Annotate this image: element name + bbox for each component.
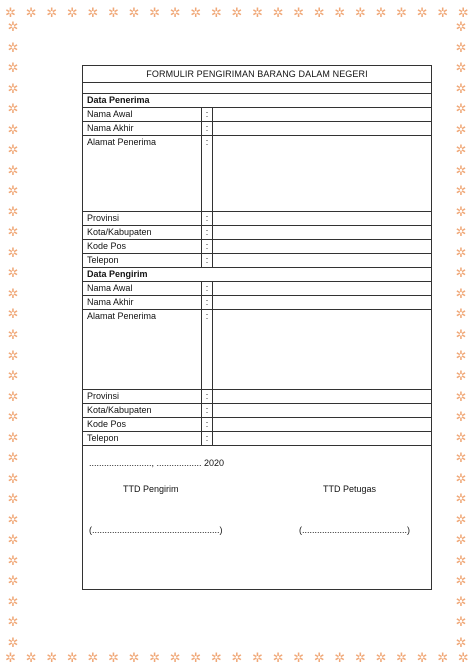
field-label: Kota/Kabupaten (83, 404, 202, 417)
flower-ornament-icon: ✲ (46, 649, 58, 665)
field-colon: : (202, 390, 213, 403)
field-label: Telepon (83, 432, 202, 445)
flower-ornament-icon: ✲ (293, 4, 305, 20)
flower-ornament-icon: ✲ (354, 4, 366, 20)
flower-ornament-icon: ✲ (128, 4, 140, 20)
form-title: FORMULIR PENGIRIMAN BARANG DALAM NEGERI (83, 66, 431, 83)
flower-ornament-icon: ✲ (455, 614, 467, 630)
flower-ornament-icon: ✲ (455, 121, 467, 137)
flower-ornament-icon: ✲ (7, 634, 19, 650)
flower-ornament-icon: ✲ (455, 368, 467, 384)
field-colon: : (202, 212, 213, 225)
field-colon: : (202, 136, 213, 211)
flower-ornament-icon: ✲ (457, 649, 469, 665)
date-line: ........................., .................. 2020 (89, 458, 225, 468)
flower-ornament-icon: ✲ (7, 224, 19, 240)
flower-ornament-icon: ✲ (455, 388, 467, 404)
flower-ornament-icon: ✲ (437, 4, 449, 20)
sender-signature-label: TTD Pengirim (123, 484, 179, 494)
field-colon: : (202, 108, 213, 121)
flower-ornament-icon: ✲ (7, 491, 19, 507)
flower-ornament-icon: ✲ (7, 470, 19, 486)
flower-ornament-icon: ✲ (455, 203, 467, 219)
field-colon: : (202, 254, 213, 267)
flower-ornament-icon: ✲ (455, 183, 467, 199)
flower-ornament-icon: ✲ (396, 649, 407, 665)
flower-ornament-icon: ✲ (7, 80, 19, 96)
flower-ornament-icon: ✲ (7, 409, 19, 425)
field-colon: : (202, 226, 213, 239)
sender-name-line: (...................................................) (89, 525, 223, 535)
sender-last-name-field[interactable] (213, 296, 431, 309)
field-label: Alamat Penerima (83, 310, 202, 389)
flower-ornament-icon: ✲ (7, 265, 19, 281)
flower-ornament-icon: ✲ (416, 4, 428, 20)
flower-ornament-icon: ✲ (210, 649, 222, 665)
flower-ornament-icon: ✲ (437, 649, 449, 665)
officer-signature-label: TTD Petugas (323, 484, 377, 494)
flower-ornament-icon: ✲ (7, 306, 19, 322)
flower-ornament-icon: ✲ (7, 450, 19, 466)
receiver-phone-row (83, 254, 431, 268)
field-colon: : (202, 432, 213, 445)
flower-ornament-icon: ✲ (455, 429, 467, 445)
flower-ornament-icon: ✲ (396, 4, 407, 20)
receiver-address-field[interactable] (213, 136, 431, 211)
flower-ornament-icon: ✲ (455, 326, 467, 342)
flower-ornament-icon: ✲ (375, 4, 387, 20)
receiver-last-name-row (83, 122, 431, 136)
field-colon: : (202, 122, 213, 135)
flower-ornament-icon: ✲ (149, 649, 160, 665)
flower-ornament-icon: ✲ (231, 4, 243, 20)
flower-ornament-icon: ✲ (7, 593, 19, 609)
field-label: Nama Awal (83, 282, 202, 295)
field-colon: : (202, 310, 213, 389)
field-colon: : (202, 418, 213, 431)
flower-ornament-icon: ✲ (416, 649, 428, 665)
field-colon: : (202, 282, 213, 295)
sender-first-name-field[interactable] (213, 282, 431, 295)
flower-ornament-icon: ✲ (25, 4, 37, 20)
flower-ornament-icon: ✲ (354, 649, 366, 665)
flower-ornament-icon: ✲ (455, 511, 467, 527)
flower-ornament-icon: ✲ (7, 121, 19, 137)
flower-ornament-icon: ✲ (169, 4, 181, 20)
flower-ornament-icon: ✲ (87, 649, 99, 665)
receiver-city-field[interactable] (213, 226, 431, 239)
flower-ornament-icon: ✲ (455, 224, 467, 240)
flower-ornament-icon: ✲ (455, 162, 467, 178)
flower-ornament-icon: ✲ (455, 101, 467, 117)
flower-ornament-icon: ✲ (169, 649, 181, 665)
flower-ornament-icon: ✲ (7, 183, 19, 199)
decorative-border-right (452, 20, 470, 649)
sender-city-field[interactable] (213, 404, 431, 417)
decorative-border-top (4, 3, 470, 21)
flower-ornament-icon: ✲ (272, 649, 284, 665)
sender-phone-row (83, 432, 431, 446)
decorative-border-left (4, 20, 22, 649)
receiver-province-row (83, 212, 431, 226)
flower-ornament-icon: ✲ (7, 573, 19, 589)
flower-ornament-icon: ✲ (7, 244, 19, 260)
field-label: Provinsi (83, 212, 202, 225)
flower-ornament-icon: ✲ (25, 649, 37, 665)
flower-ornament-icon: ✲ (455, 532, 467, 548)
flower-ornament-icon: ✲ (190, 649, 202, 665)
flower-ornament-icon: ✲ (455, 634, 467, 650)
sender-address-field[interactable] (213, 310, 431, 389)
flower-ornament-icon: ✲ (5, 649, 16, 665)
sender-province-row (83, 390, 431, 404)
receiver-city-row (83, 226, 431, 240)
flower-ornament-icon: ✲ (455, 60, 467, 76)
flower-ornament-icon: ✲ (272, 4, 284, 20)
flower-ornament-icon: ✲ (128, 649, 140, 665)
receiver-province-field[interactable] (213, 212, 431, 225)
flower-ornament-icon: ✲ (455, 573, 467, 589)
flower-ornament-icon: ✲ (46, 4, 58, 20)
flower-ornament-icon: ✲ (7, 388, 19, 404)
flower-ornament-icon: ✲ (7, 552, 19, 568)
field-colon: : (202, 404, 213, 417)
flower-ornament-icon: ✲ (231, 649, 243, 665)
flower-ornament-icon: ✲ (7, 19, 19, 34)
field-label: Nama Akhir (83, 122, 202, 135)
field-label: Kode Pos (83, 418, 202, 431)
field-label: Kota/Kabupaten (83, 226, 202, 239)
signature-area (83, 446, 431, 554)
receiver-first-name-row (83, 108, 431, 122)
flower-ornament-icon: ✲ (334, 649, 346, 665)
flower-ornament-icon: ✲ (66, 649, 78, 665)
flower-ornament-icon: ✲ (7, 532, 19, 548)
flower-ornament-icon: ✲ (457, 4, 469, 20)
flower-ornament-icon: ✲ (7, 101, 19, 117)
sender-postal-code-field[interactable] (213, 418, 431, 431)
flower-ornament-icon: ✲ (251, 649, 263, 665)
flower-ornament-icon: ✲ (455, 347, 467, 363)
receiver-phone-field[interactable] (213, 254, 431, 267)
receiver-postal-code-row (83, 240, 431, 254)
flower-ornament-icon: ✲ (455, 19, 467, 34)
sender-province-field[interactable] (213, 390, 431, 403)
field-label: Alamat Penerima (83, 136, 202, 211)
sender-first-name-row (83, 282, 431, 296)
flower-ornament-icon: ✲ (455, 142, 467, 158)
flower-ornament-icon: ✲ (455, 409, 467, 425)
flower-ornament-icon: ✲ (7, 368, 19, 384)
field-colon: : (202, 240, 213, 253)
flower-ornament-icon: ✲ (210, 4, 222, 20)
receiver-last-name-field[interactable] (213, 122, 431, 135)
flower-ornament-icon: ✲ (455, 244, 467, 260)
sender-city-row (83, 404, 431, 418)
flower-ornament-icon: ✲ (455, 491, 467, 507)
flower-ornament-icon: ✲ (149, 4, 160, 20)
officer-name-line: (..........................................) (299, 525, 411, 535)
flower-ornament-icon: ✲ (7, 60, 19, 76)
flower-ornament-icon: ✲ (7, 162, 19, 178)
shipping-form (82, 65, 432, 590)
flower-ornament-icon: ✲ (334, 4, 346, 20)
flower-ornament-icon: ✲ (455, 265, 467, 281)
flower-ornament-icon: ✲ (455, 450, 467, 466)
sender-postal-code-row (83, 418, 431, 432)
flower-ornament-icon: ✲ (455, 285, 467, 301)
flower-ornament-icon: ✲ (107, 649, 119, 665)
field-label: Kode Pos (83, 240, 202, 253)
receiver-section-heading: Data Penerima (83, 94, 431, 108)
flower-ornament-icon: ✲ (66, 4, 78, 20)
field-label: Provinsi (83, 390, 202, 403)
flower-ornament-icon: ✲ (107, 4, 119, 20)
field-label: Telepon (83, 254, 202, 267)
receiver-postal-code-field[interactable] (213, 240, 431, 253)
flower-ornament-icon: ✲ (7, 39, 19, 55)
flower-ornament-icon: ✲ (313, 649, 325, 665)
flower-ornament-icon: ✲ (7, 142, 19, 158)
sender-section-heading: Data Pengirim (83, 268, 431, 282)
field-label: Nama Awal (83, 108, 202, 121)
field-label: Nama Akhir (83, 296, 202, 309)
sender-address-row (83, 310, 431, 390)
flower-ornament-icon: ✲ (455, 39, 467, 55)
flower-ornament-icon: ✲ (7, 203, 19, 219)
field-colon: : (202, 296, 213, 309)
flower-ornament-icon: ✲ (455, 470, 467, 486)
form-spacer (83, 83, 431, 94)
flower-ornament-icon: ✲ (455, 306, 467, 322)
receiver-address-row (83, 136, 431, 212)
flower-ornament-icon: ✲ (7, 511, 19, 527)
flower-ornament-icon: ✲ (455, 593, 467, 609)
sender-last-name-row (83, 296, 431, 310)
flower-ornament-icon: ✲ (455, 552, 467, 568)
flower-ornament-icon: ✲ (7, 429, 19, 445)
decorative-border-bottom (4, 648, 470, 666)
flower-ornament-icon: ✲ (87, 4, 99, 20)
flower-ornament-icon: ✲ (313, 4, 325, 20)
flower-ornament-icon: ✲ (5, 4, 16, 20)
flower-ornament-icon: ✲ (251, 4, 263, 20)
flower-ornament-icon: ✲ (7, 347, 19, 363)
receiver-first-name-field[interactable] (213, 108, 431, 121)
flower-ornament-icon: ✲ (455, 80, 467, 96)
flower-ornament-icon: ✲ (375, 649, 387, 665)
flower-ornament-icon: ✲ (190, 4, 202, 20)
flower-ornament-icon: ✲ (7, 285, 19, 301)
flower-ornament-icon: ✲ (293, 649, 305, 665)
flower-ornament-icon: ✲ (7, 614, 19, 630)
sender-phone-field[interactable] (213, 432, 431, 445)
flower-ornament-icon: ✲ (7, 326, 19, 342)
